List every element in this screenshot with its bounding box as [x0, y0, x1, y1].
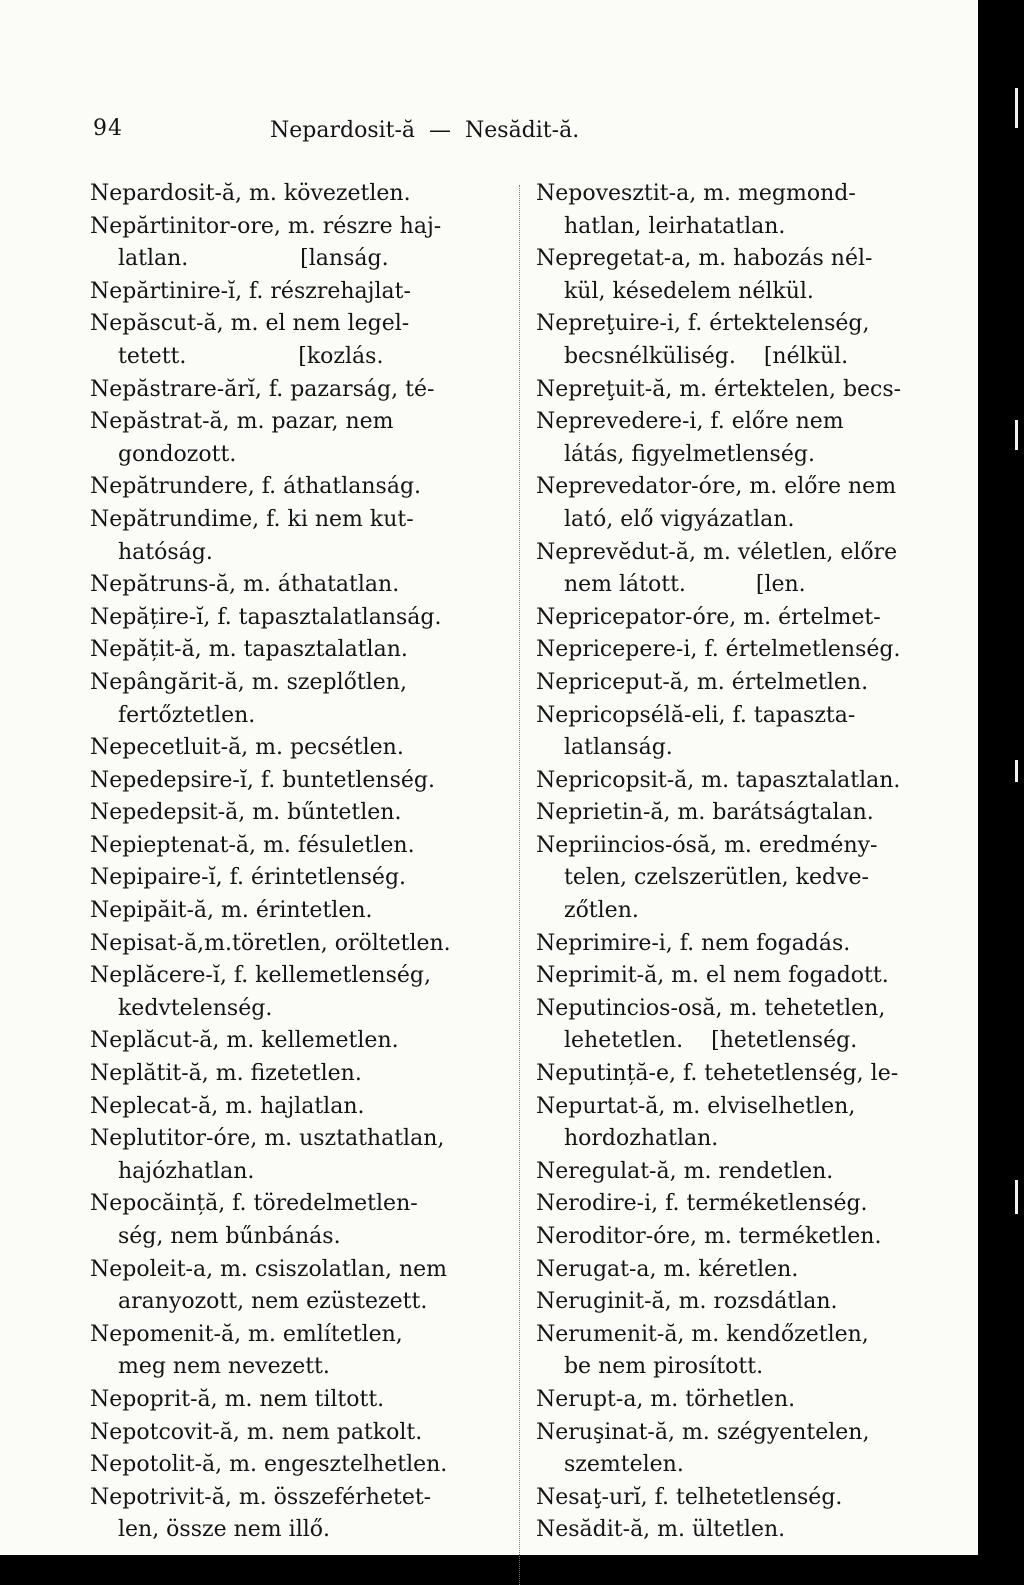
left-entry-line: Neplutitor-óre, m. usztathatlan,: [90, 1126, 445, 1152]
right-entry-line: Neroditor-óre, m. terméketlen.: [536, 1224, 882, 1249]
left-entry-line: tetett. [kozlás.: [90, 343, 384, 369]
column-divider: [519, 185, 520, 1585]
right-entry-line: Nepreţuit-ă, m. értektelen, becs-: [536, 376, 902, 402]
right-entry-line: Neprimit-ă, m. el nem fogadott.: [536, 963, 889, 989]
scan-edge-mark: [1015, 420, 1018, 450]
right-entry-line: zőtlen.: [536, 898, 639, 924]
left-entry-line: Nepisat-ă,m.töretlen, oröltetlen.: [90, 930, 451, 956]
scan-edge: [978, 0, 1024, 1555]
left-entry-line: Nepardosit-ă, m. kövezetlen.: [90, 181, 411, 206]
left-entry-line: Nepedepsit-ă, m. bűntetlen.: [90, 800, 402, 826]
left-entry-line: hajózhatlan.: [90, 1158, 255, 1184]
left-entry-line: Nepomenit-ă, m. említetlen,: [90, 1321, 403, 1347]
right-entry-line: Nepovesztit-a, m. megmond-: [536, 181, 856, 206]
right-entry-line: Nepreţuire-i, f. értektelenség,: [536, 311, 870, 337]
right-entry-line: Nesaţ-urĭ, f. telhetetlenség.: [536, 1484, 843, 1510]
right-entry-line: látás, figyelmetlenség.: [536, 441, 815, 467]
right-entry-line: Neprevĕdut-ă, m. véletlen, előre: [536, 539, 898, 565]
right-entry-line: Nerodire-i, f. terméketlenség.: [536, 1191, 868, 1217]
left-entry-line: Nepotolit-ă, m. engesztelhetlen.: [90, 1452, 448, 1478]
scan-edge-mark: [1015, 1180, 1018, 1214]
left-entry-line: Nepățit-ă, m. tapasztalatlan.: [90, 637, 408, 663]
left-entry-line: Nepoprit-ă, m. nem tiltott.: [90, 1386, 385, 1412]
right-entry-line: Neruginit-ă, m. rozsdátlan.: [536, 1289, 838, 1315]
right-entry-line: Neprimire-i, f. nem fogadás.: [536, 930, 851, 956]
left-entry-line: Nepipaire-ĭ, f. érintetlenség.: [90, 865, 407, 891]
left-entry-line: Nepecetluit-ă, m. pecsétlen.: [90, 735, 404, 761]
left-entry-line: Nepocăință, f. töredelmetlen-: [90, 1191, 418, 1217]
right-entry-line: Nepurtat-ă, m. elviselhetlen,: [536, 1093, 856, 1119]
left-entry-line: latlan. [lanság.: [90, 246, 389, 272]
right-entry-line: Nepriceput-ă, m. értelmetlen.: [536, 669, 869, 695]
left-entry-line: Nepotrivit-ă, m. összeférhetet-: [90, 1484, 432, 1510]
right-entry-line: Nesădit-ă, m. ültetlen.: [536, 1517, 786, 1543]
right-entry-line: Nepricepere-i, f. értelmetlenség.: [536, 637, 901, 663]
left-column: [90, 178, 510, 1547]
left-entry-line: len, össze nem illő.: [90, 1517, 331, 1543]
right-entry-line: Nepregetat-a, m. habozás nél-: [536, 246, 873, 272]
left-entry-line: Nepățire-ĭ, f. tapasztalatlanság.: [90, 604, 442, 630]
left-entry-line: Nepedepsire-ĭ, f. buntetlenség.: [90, 767, 435, 793]
left-entry-line: Nepăscut-ă, m. el nem legel-: [90, 311, 410, 337]
scan-edge-mark: [1015, 760, 1018, 782]
left-entry-line: hatóság.: [90, 539, 213, 565]
left-entry-line: meg nem nevezett.: [90, 1354, 330, 1380]
left-entry-line: Nepătrundere, f. áthatlanság.: [90, 474, 422, 500]
right-entry-line: kül, késedelem nélkül.: [536, 278, 814, 304]
left-entry-line: ség, nem bűnbánás.: [90, 1224, 341, 1249]
right-column: [536, 178, 958, 1547]
right-entry-line: Nepricopsélă-eli, f. tapaszta-: [536, 702, 856, 728]
right-entry-line: Nerumenit-ă, m. kendőzetlen,: [536, 1321, 869, 1347]
right-entry-line: nem látott. [len.: [536, 572, 806, 598]
page-number: 94: [93, 116, 123, 141]
page-header: [0, 116, 978, 156]
left-entry-line: Nepăstrare-ărĭ, f. pazarság, té-: [90, 376, 435, 402]
left-entry-line: Neplecat-ă, m. hajlatlan.: [90, 1093, 365, 1119]
right-entry-line: telen, czelszerütlen, kedve-: [536, 865, 869, 891]
left-entry-line: gondozott.: [90, 441, 237, 467]
running-head: Nepardosit-ă — Nesădit-ă.: [270, 118, 580, 143]
left-entry-line: Neplăcere-ĭ, f. kellemetlenség,: [90, 963, 431, 989]
left-entry-line: Nepângărit-ă, m. szeplőtlen,: [90, 669, 407, 695]
right-entry-line: Neprietin-ă, m. barátságtalan.: [536, 800, 874, 826]
right-entry-line: be nem pirosított.: [536, 1354, 764, 1380]
left-entry-line: Nepătrundime, f. ki nem kut-: [90, 506, 414, 532]
left-entry-line: Nepărtinitor-ore, m. részre haj-: [90, 213, 442, 239]
right-entry-line: Neprevedator-óre, m. előre nem: [536, 474, 897, 500]
left-entry-line: Nepipăit-ă, m. érintetlen.: [90, 898, 373, 924]
right-entry-line: Neputință-e, f. tehetetlenség, le-: [536, 1061, 899, 1087]
left-entry-line: Nepoleit-a, m. csiszolatlan, nem: [90, 1256, 448, 1282]
right-entry-line: Neputincios-osă, m. tehetetlen,: [536, 995, 886, 1021]
right-entry-line: becsnélküliség. [nélkül.: [536, 343, 849, 369]
right-entry-line: Nerupt-a, m. törhetlen.: [536, 1386, 796, 1412]
left-entry-line: Nepătruns-ă, m. áthatatlan.: [90, 572, 400, 598]
right-entry-line: lehetetlen. [hetetlenség.: [536, 1028, 858, 1054]
right-entry-line: lató, elő vigyázatlan.: [536, 506, 795, 532]
left-entry-line: Nepotcovit-ă, m. nem patkolt.: [90, 1419, 423, 1445]
right-entry-line: Neruşinat-ă, m. szégyentelen,: [536, 1419, 870, 1445]
right-entry-line: latlanság.: [536, 735, 673, 761]
left-entry-line: Neplătit-ă, m. fizetetlen.: [90, 1061, 362, 1087]
right-entry-line: Neprevedere-i, f. előre nem: [536, 409, 844, 435]
right-entry-line: Nepricopsit-ă, m. tapasztalatlan.: [536, 767, 901, 793]
left-entry-line: Neplăcut-ă, m. kellemetlen.: [90, 1028, 399, 1054]
left-entry-line: Nepieptenat-ă, m. fésuletlen.: [90, 832, 415, 858]
left-entry-line: Nepărtinire-ĭ, f. részrehajlat-: [90, 278, 411, 304]
right-entry-line: szemtelen.: [536, 1452, 684, 1478]
right-entry-line: hatlan, leirhatatlan.: [536, 213, 786, 239]
right-entry-line: Nepriincios-ósă, m. eredmény-: [536, 832, 878, 858]
right-entry-line: hordozhatlan.: [536, 1126, 719, 1152]
left-entry-line: fertőztetlen.: [90, 702, 256, 728]
left-entry-line: Nepăstrat-ă, m. pazar, nem: [90, 409, 394, 435]
right-entry-line: Nerugat-a, m. kéretlen.: [536, 1256, 799, 1282]
right-entry-line: Neregulat-ă, m. rendetlen.: [536, 1158, 834, 1184]
scan-edge-mark: [1015, 88, 1018, 128]
right-entry-line: Nepricepator-óre, m. értelmet-: [536, 604, 881, 630]
left-entry-line: kedvtelenség.: [90, 995, 273, 1021]
left-entry-line: aranyozott, nem ezüstezett.: [90, 1289, 428, 1315]
